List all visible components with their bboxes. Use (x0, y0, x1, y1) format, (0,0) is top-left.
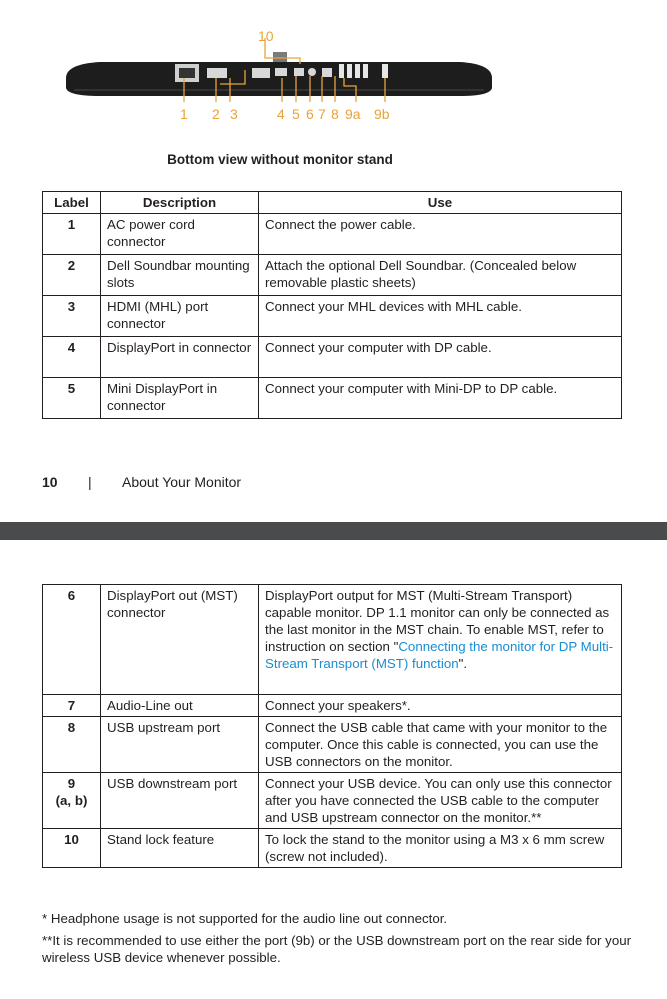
row-description: DisplayPort out (MST) connector (101, 585, 259, 695)
table-row (43, 773, 622, 829)
monitor-body (66, 62, 492, 96)
row-label: 8 (43, 717, 101, 773)
row-use: Connect your speakers*. (259, 695, 622, 717)
callout-9a: 9a (345, 106, 361, 122)
callout-10: 10 (258, 28, 274, 44)
row-label: 2 (43, 255, 101, 296)
row-label-sub: (a, b) (55, 793, 88, 808)
section-link[interactable]: Connecting the monitor for DP Multi-Stream Transport (MST) function (265, 639, 614, 671)
table-row (43, 829, 622, 868)
mini-dp-port (275, 68, 287, 76)
footnote-headphone: * Headphone usage is not supported for the audio line out connector. (42, 911, 448, 926)
spec-table-page2 (42, 584, 622, 868)
footnote-usb: **It is recommended to use either the port (9b) or the USB downstream port on the rear side for your wireless USB device whenever possible. (42, 933, 632, 965)
callout-1: 1 (180, 106, 188, 122)
callout-8: 8 (331, 106, 339, 122)
row-label-number: 9 (67, 776, 76, 791)
table-row (43, 585, 622, 695)
row-description: Audio-Line out (101, 695, 259, 717)
row-description: USB downstream port (101, 773, 259, 829)
row-use-text-end: ". (458, 656, 468, 671)
table-row (43, 378, 622, 419)
row-label (43, 773, 101, 829)
row-description: USB upstream port (101, 717, 259, 773)
header-label: Label (43, 192, 101, 214)
table-row (43, 214, 622, 255)
page-bottom (0, 540, 667, 999)
footer-section-title: About Your Monitor (122, 474, 242, 490)
row-use: Connect the USB cable that came with your monitor to the computer. Once this cable is connected, you can use the USB connectors on the monitor. (259, 717, 622, 773)
usb-9b-port (382, 64, 388, 78)
row-label: 6 (43, 585, 101, 695)
table-header-row (43, 192, 622, 214)
table-row (43, 717, 622, 773)
row-use: Connect your MHL devices with MHL cable. (259, 296, 622, 337)
table-row (43, 255, 622, 296)
table-row (43, 296, 622, 337)
hdmi-port (207, 68, 227, 78)
page-number: 10 (42, 474, 58, 490)
figure-caption: Bottom view without monitor stand (167, 152, 393, 167)
row-label: 10 (43, 829, 101, 868)
table-row (43, 695, 622, 717)
spec-table-page1 (42, 191, 622, 419)
page-footer (42, 474, 241, 490)
audio-port (308, 68, 316, 76)
row-use: Connect your computer with DP cable. (259, 337, 622, 378)
row-description: Stand lock feature (101, 829, 259, 868)
callout-7: 7 (318, 106, 326, 122)
table-row (43, 337, 622, 378)
page-gap (0, 522, 667, 540)
row-use: Connect the power cable. (259, 214, 622, 255)
footer-separator: | (88, 474, 92, 490)
row-use: Connect your computer with Mini-DP to DP cable. (259, 378, 622, 419)
callout-2: 2 (212, 106, 220, 122)
row-description: HDMI (MHL) port connector (101, 296, 259, 337)
displayport-in (252, 68, 270, 78)
row-use: To lock the stand to the monitor using a M3 x 6 mm screw (screw not included). (259, 829, 622, 868)
row-use-text: DisplayPort output for MST (Multi-Stream Transport) capable monitor. DP 1.1 monitor can only be connected as the last monitor in the MST chain. To enable MST, refer to instruction on section " (265, 588, 610, 654)
header-use: Use (259, 192, 622, 214)
row-description: AC power cord connector (101, 214, 259, 255)
dp-out-port (294, 68, 304, 76)
row-use (259, 585, 622, 695)
row-description: Mini DisplayPort in connector (101, 378, 259, 419)
row-label: 3 (43, 296, 101, 337)
row-description: DisplayPort in connector (101, 337, 259, 378)
row-label: 1 (43, 214, 101, 255)
usb-upstream-port (322, 68, 332, 77)
row-label: 5 (43, 378, 101, 419)
callout-5: 5 (292, 106, 300, 122)
row-description: Dell Soundbar mounting slots (101, 255, 259, 296)
header-description: Description (101, 192, 259, 214)
row-label: 4 (43, 337, 101, 378)
callout-9b: 9b (374, 106, 390, 122)
row-use: Attach the optional Dell Soundbar. (Concealed below removable plastic sheets) (259, 255, 622, 296)
callout-3: 3 (230, 106, 238, 122)
row-use: Connect your USB device. You can only use this connector after you have connected the USB cable to the computer and USB upstream connector on the monitor.** (259, 773, 622, 829)
callout-4: 4 (277, 106, 285, 122)
row-label: 7 (43, 695, 101, 717)
callout-6: 6 (306, 106, 314, 122)
